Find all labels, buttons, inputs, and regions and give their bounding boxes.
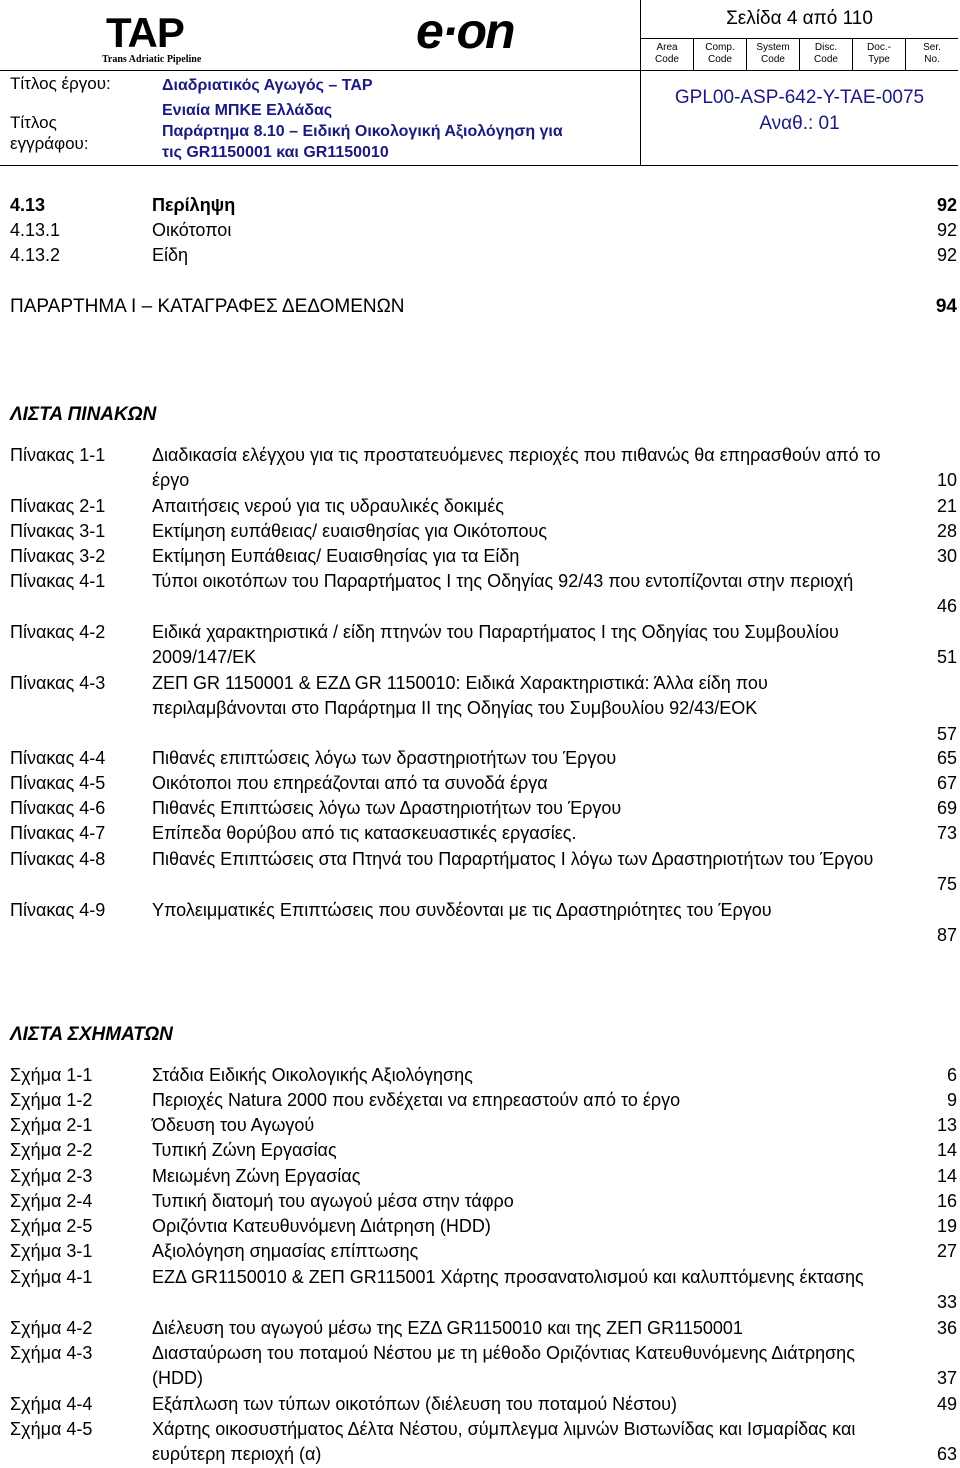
code-cell [641, 39, 694, 70]
table-number: Πίνακας 4-4 [10, 748, 106, 768]
code-cell [800, 39, 853, 70]
table-page: 73 [936, 823, 957, 843]
table-number: Πίνακας 4-9 [10, 900, 106, 920]
figure-page: 33 [936, 1292, 957, 1313]
code-line: Type [868, 54, 890, 65]
document-title-label-1: Τίτλος [10, 113, 57, 132]
table-caption: Ειδικά χαρακτηριστικά / είδη πτηνών του Παραρτήματος Ι της Οδηγίας του Συμβουλίου 2009/147/ΕΚ [152, 622, 839, 668]
figure-caption: Αξιολόγηση σημασίας επίπτωσης [152, 1241, 419, 1261]
tables-heading: ΛΙΣΤΑ ΠΙΝΑΚΩΝ [10, 404, 157, 425]
table-number: Πίνακας 4-1 [10, 571, 106, 591]
figure-entry[interactable] [10, 1239, 957, 1264]
figure-caption: Οριζόντια Κατευθυνόμενη Διάτρηση (HDD) [152, 1216, 491, 1236]
table-page: 21 [936, 496, 957, 516]
code-line: Doc.- [867, 42, 891, 53]
table-page: 10 [936, 470, 957, 491]
toc-text: Οικότοποι [152, 220, 232, 240]
table-page: 51 [936, 647, 957, 668]
figure-entry[interactable] [10, 1113, 957, 1138]
table-entry[interactable] [10, 821, 957, 846]
table-caption: Πιθανές Επιπτώσεις λόγω των Δραστηριοτήτων του Έργου [152, 798, 622, 818]
code-line: Ser. [923, 42, 941, 53]
table-caption: Υπολειμματικές Επιπτώσεις που συνδέονται με τις Δραστηριότητες του Έργου [152, 900, 772, 920]
figure-caption: Διέλευση του αγωγού μέσω της ΕΖΔ GR1150010 και της ΖΕΠ GR1150001 [152, 1318, 743, 1338]
figures-heading: ΛΙΣΤΑ ΣΧΗΜΑΤΩΝ [10, 1024, 173, 1045]
table-number: Πίνακας 3-2 [10, 546, 106, 566]
figure-entry[interactable] [10, 1088, 957, 1113]
figure-page: 6 [946, 1065, 957, 1085]
figure-entry[interactable] [10, 1189, 957, 1214]
code-line: Comp. [705, 42, 735, 53]
table-entry[interactable] [10, 746, 957, 771]
figure-page: 37 [936, 1368, 957, 1389]
document-title-value-1: Ενιαία ΜΠΚΕ Ελλάδας [162, 102, 333, 119]
table-entry[interactable] [10, 620, 957, 671]
figure-page: 36 [936, 1318, 957, 1338]
document-title-value-3: τις GR1150001 και GR1150010 [162, 144, 389, 161]
table-caption: ΖΕΠ GR 1150001 & ΕΖΔ GR 1150010: Ειδικά Χαρακτηριστικά: Άλλα είδη που περιλαμβάνονται στο Παράρτημα ΙΙ της Οδηγίας του Συμβουλίου 92/43/ΕΟΚ [152, 673, 768, 719]
table-page: 28 [936, 521, 957, 541]
code-line: System [756, 42, 790, 53]
project-title-value: Διαδριατικός Αγωγός – TAP [162, 77, 373, 94]
figure-caption: Περιοχές Natura 2000 που ενδέχεται να επηρεαστούν από το έργο [152, 1090, 681, 1110]
code-cell [694, 39, 747, 70]
table-page: 30 [936, 546, 957, 566]
code-cell [747, 39, 800, 70]
table-caption: Τύποι οικοτόπων του Παραρτήματος Ι της Οδηγίας 92/43 που εντοπίζονται στην περιοχή [152, 571, 854, 591]
document-reference [641, 85, 958, 137]
logo-row [0, 0, 640, 71]
figure-page: 14 [936, 1140, 957, 1160]
figure-number: Σχήμα 2-2 [10, 1140, 93, 1160]
table-entry[interactable] [10, 847, 957, 898]
figure-number: Σχήμα 1-1 [10, 1065, 93, 1085]
figure-page: 19 [936, 1216, 957, 1236]
figure-page: 13 [936, 1115, 957, 1135]
code-line: Area [656, 42, 678, 53]
figure-caption: Χάρτης οικοσυστήματος Δέλτα Νέστου, σύμπλεγμα λιμνών Βιστωνίδας και Ισμαρίδας και ευρύτερη περιοχή (α) [152, 1419, 856, 1465]
figure-caption: ΕΖΔ GR1150010 & ΖΕΠ GR115001 Χάρτης προσανατολισμού και καλυπτόμενης έκτασης [152, 1267, 864, 1287]
figure-number: Σχήμα 2-4 [10, 1191, 93, 1211]
figure-page: 63 [936, 1444, 957, 1465]
table-number: Πίνακας 1-1 [10, 445, 106, 465]
toc-text: Είδη [152, 245, 189, 265]
figure-number: Σχήμα 4-3 [10, 1343, 93, 1363]
document-number: GPL00-ASP-642-Y-TAE-0075 [674, 87, 925, 108]
figure-caption: Μειωμένη Ζώνη Εργασίας [152, 1166, 361, 1186]
figure-page: 49 [936, 1394, 957, 1414]
code-line: Code [708, 54, 732, 65]
table-page: 46 [936, 596, 957, 617]
figure-page: 9 [946, 1090, 957, 1110]
figure-entry[interactable] [10, 1138, 957, 1163]
header-left-block [0, 0, 641, 165]
figure-number: Σχήμα 4-1 [10, 1267, 93, 1287]
table-caption: Επίπεδα θορύβου από τις κατασκευαστικές εργασίες. [152, 823, 577, 843]
title-rows [0, 71, 640, 165]
figure-caption: Όδευση του Αγωγού [152, 1115, 315, 1135]
code-cell [906, 39, 958, 70]
figure-number: Σχήμα 3-1 [10, 1241, 93, 1261]
figure-page: 27 [936, 1241, 957, 1261]
table-caption: Πιθανές Επιπτώσεις στα Πτηνά του Παραρτήματος Ι λόγω των Δραστηριοτήτων του Έργου [152, 849, 874, 869]
table-number: Πίνακας 4-7 [10, 823, 106, 843]
table-page: 87 [936, 925, 957, 946]
figure-number: Σχήμα 2-3 [10, 1166, 93, 1186]
table-caption: Διαδικασία ελέγχου για τις προστατευόμενες περιοχές που πιθανώς θα επηρασθούν από το έργο [152, 445, 881, 491]
code-line: Code [655, 54, 679, 65]
table-page: 57 [936, 723, 957, 744]
figure-entry[interactable] [10, 1417, 957, 1468]
figure-entry[interactable] [10, 1316, 957, 1341]
table-caption: Πιθανές επιπτώσεις λόγω των δραστηριοτήτων του Έργου [152, 748, 617, 768]
table-page: 65 [936, 748, 957, 768]
table-entry[interactable] [10, 519, 957, 544]
table-entry[interactable] [10, 898, 957, 949]
document-header [0, 0, 958, 166]
table-number: Πίνακας 4-5 [10, 773, 106, 793]
code-line: No. [924, 54, 940, 65]
table-caption: Απαιτήσεις νερού για τις υδραυλικές δοκιμές [152, 496, 504, 516]
toc-page: 92 [936, 195, 957, 215]
table-page: 67 [936, 773, 957, 793]
page-number: Σελίδα 4 από 110 [641, 0, 958, 39]
table-caption: Οικότοποι που επηρεάζονται από τα συνοδά έργα [152, 773, 548, 793]
table-caption: Εκτίμηση Ευπάθειας/ Ευαισθησίας για τα Είδη [152, 546, 520, 566]
figure-caption: Διασταύρωση του ποταμού Νέστου με τη μέθοδο Οριζόντιας Κατευθυνόμενης Διάτρησης (HDD) [152, 1343, 855, 1389]
table-number: Πίνακας 4-6 [10, 798, 106, 818]
tap-logo-mark: TAP [106, 9, 184, 56]
document-title-label-2: εγγράφου: [10, 134, 89, 153]
code-line: Disc. [814, 42, 838, 53]
figure-entry[interactable] [10, 1214, 957, 1239]
header-right-block [641, 0, 958, 165]
figure-number: Σχήμα 4-4 [10, 1394, 93, 1414]
table-entry[interactable] [10, 569, 957, 620]
figure-entry[interactable] [10, 1392, 957, 1417]
table-number: Πίνακας 2-1 [10, 496, 106, 516]
table-entry[interactable] [10, 443, 957, 494]
figure-number: Σχήμα 4-5 [10, 1419, 93, 1439]
figure-page: 14 [936, 1166, 957, 1186]
appendix-text: ΠΑΡΑΡΤΗΜΑ Ι – ΚΑΤΑΓΡΑΦΕΣ ΔΕΔΟΜΕΝΩΝ [10, 296, 405, 317]
table-number: Πίνακας 4-2 [10, 622, 106, 642]
figure-caption: Στάδια Ειδικής Οικολογικής Αξιολόγησης [152, 1065, 473, 1085]
table-page: 69 [936, 798, 957, 818]
toc-number: 4.13.1 [10, 220, 61, 240]
figure-number: Σχήμα 2-5 [10, 1216, 93, 1236]
figure-number: Σχήμα 2-1 [10, 1115, 93, 1135]
figure-page: 16 [936, 1191, 957, 1211]
revision: Αναθ.: 01 [759, 113, 840, 134]
project-title-label: Τίτλος έργου: [10, 74, 111, 93]
toc-page: 92 [936, 220, 957, 240]
code-line: Code [761, 54, 785, 65]
code-row [641, 39, 958, 71]
table-entry[interactable] [10, 771, 957, 796]
table-caption: Εκτίμηση ευπάθειας/ ευαισθησίας για Οικότοπους [152, 521, 548, 541]
toc-page: 92 [936, 245, 957, 265]
tap-logo [70, 6, 270, 64]
figure-entry[interactable] [10, 1341, 957, 1392]
figure-entry[interactable] [10, 1164, 957, 1189]
code-cell [853, 39, 906, 70]
figure-entry[interactable] [10, 1063, 957, 1088]
toc-text: Περίληψη [152, 195, 236, 215]
table-number: Πίνακας 4-8 [10, 849, 106, 869]
figure-caption: Τυπική Ζώνη Εργασίας [152, 1140, 337, 1160]
figure-number: Σχήμα 1-2 [10, 1090, 93, 1110]
appendix-page: 94 [935, 296, 957, 317]
table-number: Πίνακας 4-3 [10, 673, 106, 693]
tap-logo-tagline: Trans Adriatic Pipeline [102, 54, 202, 65]
code-line: Code [814, 54, 838, 65]
table-page: 75 [936, 874, 957, 895]
document-title-value-2: Παράρτημα 8.10 – Ειδική Οικολογική Αξιολόγηση για [162, 123, 563, 140]
eon-logo: e·on [416, 3, 514, 59]
figure-caption: Τυπική διατομή του αγωγού μέσα στην τάφρο [152, 1191, 514, 1211]
table-entry[interactable] [10, 796, 957, 821]
toc-number: 4.13.2 [10, 245, 61, 265]
table-entry[interactable] [10, 671, 957, 747]
figure-caption: Εξάπλωση των τύπων οικοτόπων (διέλευση του ποταμού Νέστου) [152, 1394, 678, 1414]
toc-number: 4.13 [10, 195, 46, 215]
figure-number: Σχήμα 4-2 [10, 1318, 93, 1338]
figure-entry[interactable] [10, 1265, 957, 1316]
table-entry[interactable] [10, 494, 957, 519]
table-entry[interactable] [10, 544, 957, 569]
table-number: Πίνακας 3-1 [10, 521, 106, 541]
